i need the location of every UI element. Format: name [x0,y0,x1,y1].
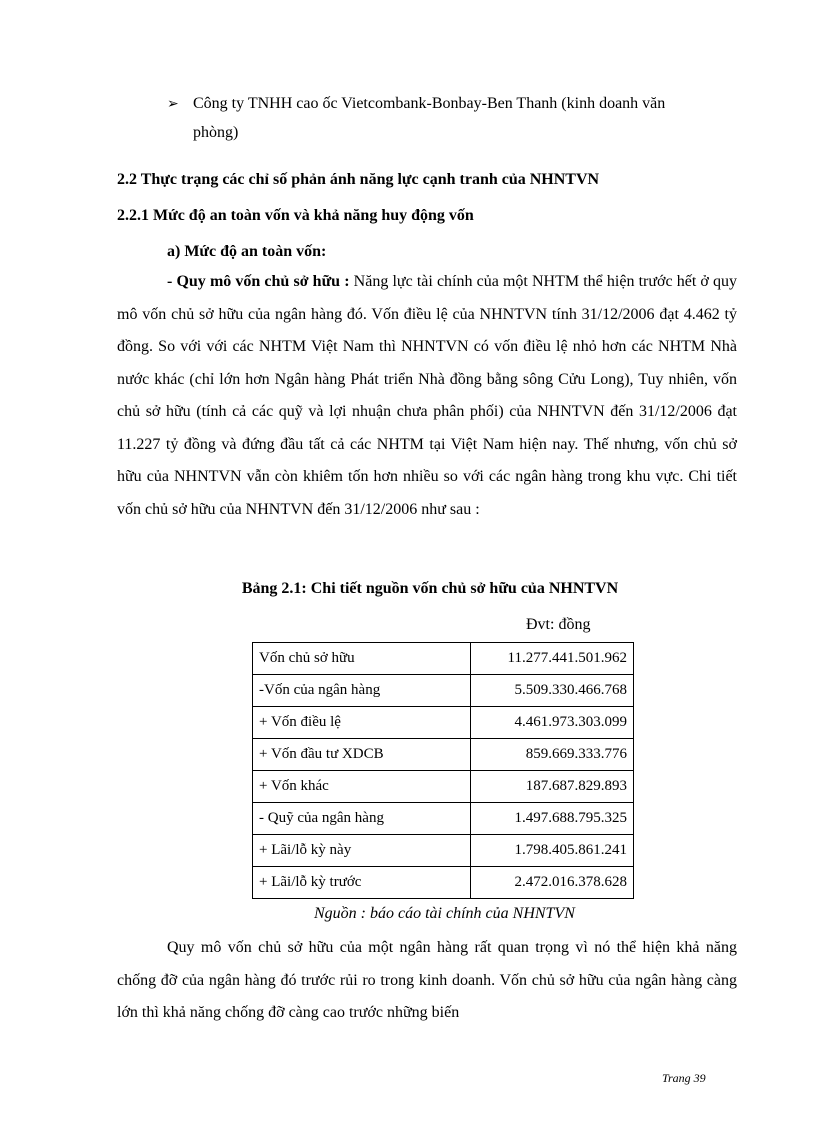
row-label: - Quỹ của ngân hàng [253,803,471,835]
row-value: 4.461.973.303.099 [471,707,634,739]
row-value: 5.509.330.466.768 [471,675,634,707]
row-value: 11.277.441.501.962 [471,643,634,675]
paragraph-indent [117,939,167,956]
page-number: Trang 39 [662,1071,706,1085]
row-value: 1.798.405.861.241 [471,835,634,867]
row-label: + Vốn điều lệ [253,707,471,739]
table-row [253,739,634,771]
paragraph-equity-importance [117,932,737,1030]
section-heading: 2.2 Thực trạng các chỉ số phản ánh năng lực cạnh tranh của NHNTVN [117,171,600,188]
row-value: 2.472.016.378.628 [471,867,634,899]
paragraph-equity-scale [117,266,737,526]
bullet-text-line1: Công ty TNHH cao ốc Vietcombank-Bonbay-Ben Thanh (kinh doanh văn [193,95,666,112]
equity-table [252,642,634,899]
subsection-heading: 2.2.1 Mức độ an toàn vốn và khả năng huy động vốn [117,207,474,224]
row-label: + Vốn khác [253,771,471,803]
row-label: Vốn chủ sở hữu [253,643,471,675]
table-row [253,835,634,867]
bullet-text-line2: phòng) [193,124,239,141]
paragraph-lead-bold: - Quy mô vốn chủ sở hữu : [167,273,350,290]
row-label: + Vốn đầu tư XDCB [253,739,471,771]
row-label: + Lãi/lỗ kỳ này [253,835,471,867]
table-row [253,771,634,803]
table-caption: Bảng 2.1: Chi tiết nguồn vốn chủ sở hữu của NHNTVN [241,580,619,597]
table-row [253,707,634,739]
table-row [253,803,634,835]
table-row [253,643,634,675]
row-label: + Lãi/lỗ kỳ trước [253,867,471,899]
row-value: 859.669.333.776 [471,739,634,771]
table-row [253,867,634,899]
paragraph-body: Năng lực tài chính của một NHTM thể hiện trước hết ở quy mô vốn chủ sở hữu của ngân hàng đó. Vốn điều lệ của NHNTVN tính 31/12/2006 đạt 4.462 tỷ đồng. So với với các NHTM Việt Nam thì NHNTVN có vốn điều lệ nhỏ hơn các NHTM Nhà nước khác (chỉ lớn hơn Ngân hàng Phát triển Nhà đồng bằng sông Cửu Long), Tuy nhiên, vốn chủ sở hữu (tính cả các quỹ và lợi nhuận chưa phân phối) của NHNTVN đến 31/12/2006 đạt 11.227 tỷ đồng và đứng đầu tất cả các NHTM tại Việt Nam hiện nay. Thế nhưng, vốn chủ sở hữu của NHNTVN vẫn còn khiêm tốn hơn nhiều so với các ngân hàng trong khu vực. Chi tiết vốn chủ sở hữu của NHNTVN đến 31/12/2006 như sau : [117,273,737,518]
paragraph-body: Quy mô vốn chủ sở hữu của một ngân hàng rất quan trọng vì nó thể hiện khả năng chống đỡ của ngân hàng đó trước rủi ro trong kinh doanh. Vốn chủ sở hữu của ngân hàng càng lớn thì khả năng chống đỡ càng cao trước những biến [117,939,737,1021]
table-source: Nguồn : báo cáo tài chính của NHNTVN [314,905,575,922]
row-label: -Vốn của ngân hàng [253,675,471,707]
arrow-bullet-icon: ➢ [167,96,179,112]
item-heading: a) Mức độ an toàn vốn: [167,243,327,260]
row-value: 187.687.829.893 [471,771,634,803]
table-row [253,675,634,707]
row-value: 1.497.688.795.325 [471,803,634,835]
bullet-item [167,88,745,120]
table-unit: Đvt: đồng [526,616,591,633]
